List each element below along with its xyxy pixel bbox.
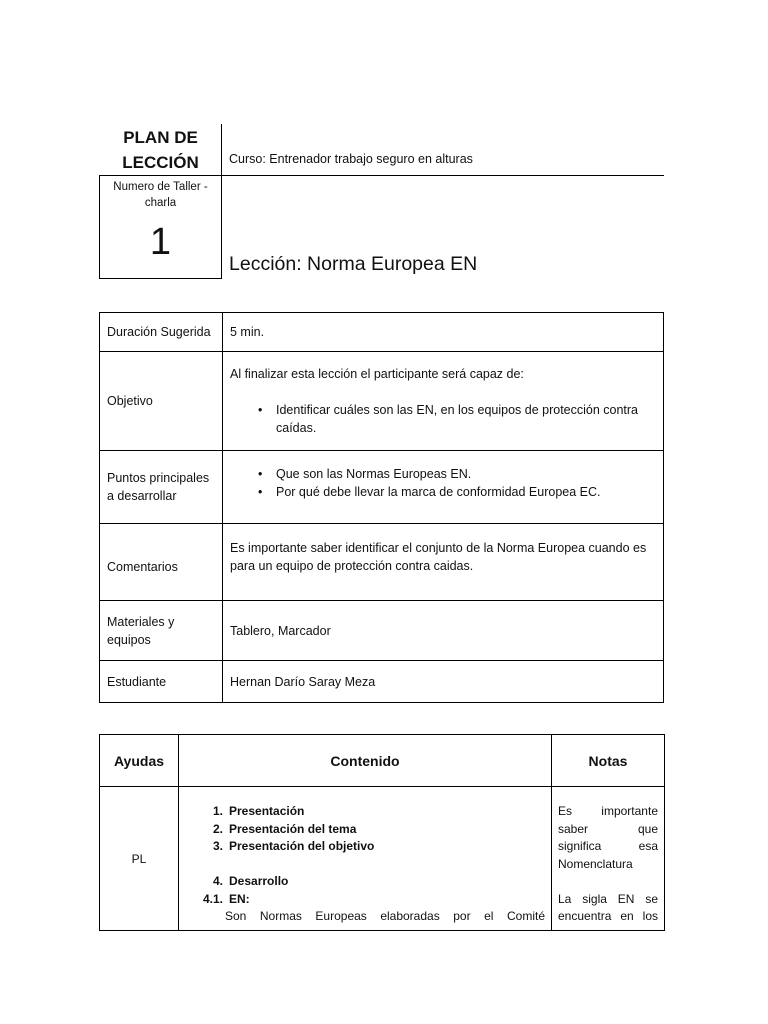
list-item: • Identificar cuáles son las EN, en los equipos de protección contra caídas. — [258, 401, 656, 437]
table-row — [100, 352, 664, 451]
table-row — [100, 313, 664, 352]
materials-value: Tablero, Marcador — [223, 601, 664, 661]
list-item: 2. Presentación del tema — [212, 821, 357, 836]
table-header-row — [100, 735, 665, 787]
table-row — [100, 661, 664, 703]
note-text: La sigla EN se encuentra en los — [558, 891, 658, 923]
table-row — [100, 787, 665, 931]
duration-label: Duración Sugerida — [100, 313, 223, 352]
contenido-cell — [179, 787, 552, 931]
objective-intro: Al finalizar esta lección el participante será capaz de: — [230, 367, 524, 381]
table-row — [100, 451, 664, 524]
student-label: Estudiante — [100, 661, 223, 703]
list-item: • Por qué debe llevar la marca de conformidad Europea EC. — [258, 483, 656, 501]
header-divider-vertical — [221, 124, 222, 175]
workshop-number: 1 — [149, 221, 172, 263]
main-points-list — [258, 465, 656, 501]
list-item: 3. Presentación del objetivo — [212, 839, 375, 853]
content-paragraph: Son Normas Europeas elaboradas por el Comité — [225, 909, 545, 923]
column-header-notas: Notas — [552, 735, 665, 787]
lesson-info-table — [99, 312, 664, 703]
table-row — [100, 524, 664, 601]
lesson-header — [99, 124, 664, 279]
objective-label: Objetivo — [100, 352, 223, 451]
column-header-contenido: Contenido — [179, 735, 552, 787]
main-points-label: Puntos principales a desarrollar — [100, 451, 223, 524]
list-item: 4. Desarrollo — [212, 874, 289, 888]
comments-value: Es importante saber identificar el conjunto de la Norma Europea cuando es para un equipo de protección contra caidas. — [223, 524, 664, 601]
list-item: • Que son las Normas Europeas EN. — [258, 465, 656, 483]
notas-cell — [552, 787, 665, 931]
main-points-value — [223, 451, 664, 524]
column-header-ayudas: Ayudas — [100, 735, 179, 787]
objective-list — [258, 401, 656, 437]
table-row — [100, 601, 664, 661]
lesson-plan-title: PLAN DE LECCIÓN — [122, 128, 199, 172]
student-value: Hernan Darío Saray Meza — [223, 661, 664, 703]
workshop-number-label: Numero de Taller - charla — [113, 181, 208, 209]
materials-label: Materiales y equipos — [100, 601, 223, 661]
workshop-number-box — [99, 175, 222, 279]
course-name: Curso: Entrenador trabajo seguro en alturas — [229, 152, 473, 166]
duration-value: 5 min. — [223, 313, 664, 352]
objective-value — [223, 352, 664, 451]
list-item: 4.1. EN: — [202, 891, 250, 906]
ayuda-cell: PL — [100, 787, 179, 931]
content-table — [99, 734, 665, 931]
comments-label: Comentarios — [100, 524, 223, 601]
list-item: 1. Presentación — [212, 804, 305, 818]
lesson-title: Lección: Norma Europea EN — [229, 253, 478, 275]
note-text: Es importante saber que significa esa Nomenclatura — [558, 804, 658, 871]
